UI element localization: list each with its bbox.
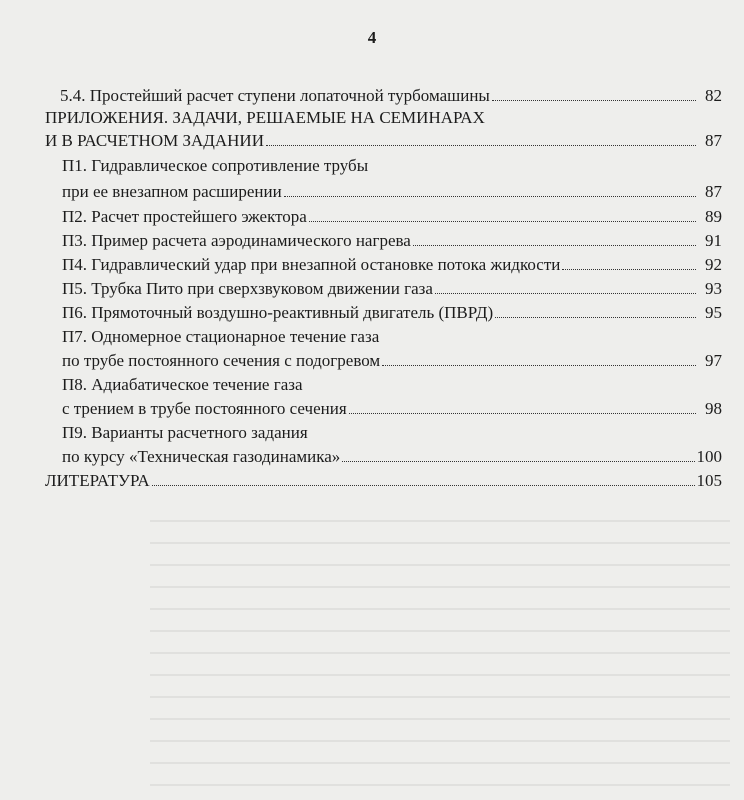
dot-leader [309,207,696,222]
toc-entry-literature [45,471,722,491]
toc-entry-title: П2. Расчет простейшего эжектора [62,207,307,226]
toc-entry-title: ЛИТЕРАТУРА [45,471,150,490]
toc-entry-page: 95 [705,303,722,322]
toc-entry-p9 [62,447,722,467]
toc-entry-title: П4. Гидравлический удар при внезапной остановке потока жидкости [62,255,561,274]
toc-entry-p6 [62,303,722,323]
toc-entry-p9-line1: П9. Варианты расчетного задания [62,423,308,442]
toc-entry-title: П3. Пример расчета аэродинамического нагрева [62,231,411,250]
toc-entry-title: с трением в трубе постоянного сечения [62,399,347,418]
dot-leader [435,279,696,294]
toc-entry-p5 [62,279,722,299]
toc-entry-5-4 [60,86,722,106]
dot-leader [495,303,696,318]
toc-entry-title: И В РАСЧЕТНОМ ЗАДАНИИ [45,131,264,150]
toc-entry-p1 [62,182,722,202]
dot-leader [266,131,696,146]
toc-entry-title: 5.4. Простейший расчет ступени лопаточной турбомашины [60,86,490,105]
dot-leader [413,231,696,246]
toc-entry-p7 [62,351,722,371]
toc-entry-p3 [62,231,722,251]
dot-leader [492,86,696,101]
toc-entry-p1-line1: П1. Гидравлическое сопротивление трубы [62,156,369,175]
toc-entry-page: 105 [696,471,722,490]
toc-entry-title: П6. Прямоточный воздушно-реактивный двигатель (ПВРД) [62,303,494,322]
show-through-texture [150,500,730,790]
toc-entry-page: 89 [705,207,722,226]
toc-entry-p2 [62,207,722,227]
dot-leader [284,182,696,197]
toc-entry-page: 92 [705,255,722,274]
dot-leader [562,255,696,270]
dot-leader [152,471,695,486]
toc-entry-p8-line1: П8. Адиабатическое течение газа [62,375,303,394]
toc-entry-page: 91 [705,231,722,250]
dot-leader [382,351,696,366]
dot-leader [349,399,696,414]
toc-entry-page: 100 [696,447,722,466]
toc-entry-p8 [62,399,722,419]
page-number: 4 [367,28,377,47]
toc-entry-title: при ее внезапном расширении [62,182,282,201]
toc-entry-page: 93 [705,279,722,298]
toc-entry-page: 87 [705,182,722,201]
toc-entry-page: 87 [705,131,722,150]
toc-entry-page: 82 [705,86,722,105]
toc-entry-title: по трубе постоянного сечения с подогревом [62,351,381,370]
toc-entry-page: 97 [705,351,722,370]
toc-entry-title: П5. Трубка Пито при сверхзвуковом движении газа [62,279,433,298]
toc-entry-title: по курсу «Техническая газодинамика» [62,447,341,466]
toc-entry-p7-line1: П7. Одномерное стационарное течение газа [62,327,380,346]
toc-entry-appendix [45,131,722,151]
dot-leader [342,447,694,462]
toc-entry-p4 [62,255,722,275]
toc-entry-appendix-line1: ПРИЛОЖЕНИЯ. ЗАДАЧИ, РЕШАЕМЫЕ НА СЕМИНАРАХ [45,108,485,127]
toc-entry-page: 98 [705,399,722,418]
